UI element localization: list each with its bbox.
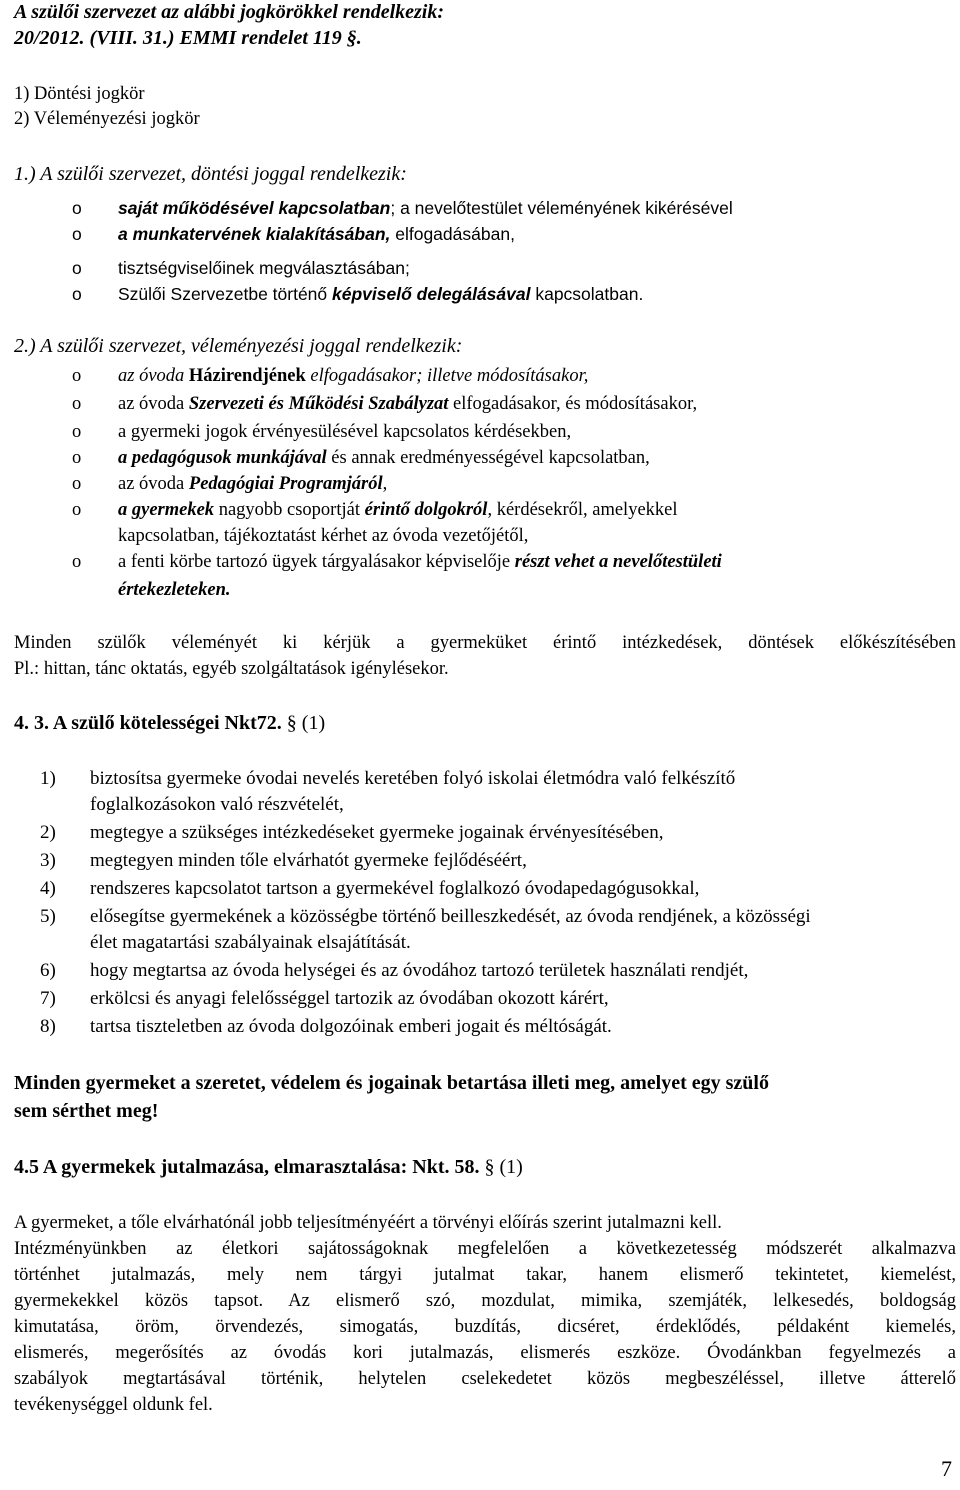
duty-number: 2) [40, 822, 56, 843]
reward-line-3: történhet jutalmazás, mely nem tárgyi jutalmat takar, hanem elismerő tekintetet, kiemelést, [14, 1265, 956, 1285]
reward-line-1: A gyermeket, a tőle elvárhatónál jobb teljesítményéért a törvényi előírás szerint jutalmazni kell. [14, 1213, 722, 1233]
duty-number: 4) [40, 878, 56, 899]
sec2-item-3: a gyermeki jogok érvényesülésével kapcsolatos kérdésekben, [118, 422, 572, 442]
duty-item-1: biztosítsa gyermeke óvodai nevelés keretében folyó iskolai életmódra való felkészítő [90, 768, 736, 789]
sec1-item-1: saját működésével kapcsolatban; a nevelőtestület véleményének kikérésével [118, 198, 733, 218]
duty-number: 3) [40, 850, 56, 871]
sec2-item-4: a pedagógusok munkájával és annak eredményességével kapcsolatban, [118, 448, 650, 468]
bullet: o [72, 224, 82, 244]
sec1-item-4: Szülői Szervezetbe történő képviselő delegálásával kapcsolatban. [118, 284, 644, 304]
reward-line-8: tevékenységgel oldunk fel. [14, 1395, 213, 1415]
duty-item-6: hogy megtartsa az óvoda helységei és az óvodához tartozó területek használati rendjét, [90, 960, 749, 981]
sec2-item-7: a fenti körbe tartozó ügyek tárgyalásakor képviselője részt vehet a nevelőtestületi [118, 552, 722, 572]
title-line-2: 20/2012. (VIII. 31.) EMMI rendelet 119 §. [14, 27, 362, 49]
list-item-opinion: 2) Véleményezési jogkör [14, 109, 200, 129]
duty-item-3: megtegyen minden tőle elvárhatót gyermeke fejlődéséért, [90, 850, 527, 871]
heading-parent-duties: 4. 3. A szülő kötelességei Nkt72. § (1) [14, 712, 326, 734]
sec1-item-3: tisztségviselőinek megválasztásában; [118, 258, 410, 278]
heading-rewards: 4.5 A gyermekek jutalmazása, elmarasztalása: Nkt. 58. § (1) [14, 1156, 523, 1178]
duty-item-1-cont: foglalkozásokon való részvételét, [90, 794, 344, 815]
sec2-item-6-cont: kapcsolatban, tájékoztatást kérhet az óvoda vezetőjétől, [118, 526, 529, 546]
reward-line-5: kimutatása, öröm, örvendezés, simogatás, buzdítás, dicséret, érdeklődés, példaként kiemelés, [14, 1317, 956, 1337]
para-opinion-line-2: Pl.: hittan, tánc oktatás, egyéb szolgáltatások igénylésekor. [14, 659, 449, 679]
bullet: o [72, 448, 82, 468]
bold-statement-line-2: sem sérthet meg! [14, 1100, 159, 1122]
duty-item-2: megtegye a szükséges intézkedéseket gyermeke jogainak érvényesítésében, [90, 822, 664, 843]
reward-line-6: elismerés, megerősítés az óvodás kori jutalmazás, elismerés eszköze. Óvodánkban fegyelmezés a [14, 1343, 956, 1363]
bullet: o [72, 552, 82, 572]
list-item-decision: 1) Döntési jogkör [14, 84, 145, 104]
bullet: o [72, 258, 82, 278]
duty-number: 7) [40, 988, 56, 1009]
bullet: o [72, 366, 82, 386]
bullet: o [72, 198, 82, 218]
duty-number: 5) [40, 906, 56, 927]
duty-number: 8) [40, 1016, 56, 1037]
duty-item-8: tartsa tiszteletben az óvoda dolgozóinak emberi jogait és méltóságát. [90, 1016, 612, 1037]
bullet: o [72, 422, 82, 442]
title-line-1: A szülői szervezet az alábbi jogkörökkel rendelkezik: [14, 1, 444, 23]
duty-number: 1) [40, 768, 56, 789]
duty-item-5: elősegítse gyermekének a közösségbe történő beilleszkedését, az óvoda rendjének, a közösségi [90, 906, 811, 927]
bullet: o [72, 394, 82, 414]
sec2-item-1: az óvoda Házirendjének elfogadásakor; illetve módosításakor, [118, 366, 589, 386]
reward-line-2: Intézményünkben az életkori sajátosságoknak megfelelően a következetesség módszerét alkalmazva [14, 1239, 956, 1259]
bullet: o [72, 474, 82, 494]
bold-statement-line-1: Minden gyermeket a szeretet, védelem és jogainak betartása illeti meg, amelyet egy szülő [14, 1072, 769, 1094]
sec1-item-2: a munkatervének kialakításában, elfogadásában, [118, 224, 515, 244]
section1-heading: 1.) A szülői szervezet, döntési joggal rendelkezik: [14, 163, 407, 185]
duty-number: 6) [40, 960, 56, 981]
page-number: 7 [941, 1456, 952, 1481]
section2-heading: 2.) A szülői szervezet, véleményezési joggal rendelkezik: [14, 335, 463, 357]
bullet: o [72, 500, 82, 520]
sec2-item-2: az óvoda Szervezeti és Működési Szabályzat elfogadásakor, és módosításakor, [118, 394, 698, 414]
sec2-item-7-cont: értekezleteken. [118, 580, 231, 600]
duty-item-7: erkölcsi és anyagi felelősséggel tartozik az óvodában okozott kárért, [90, 988, 609, 1009]
sec2-item-6: a gyermekek nagyobb csoportját érintő dolgokról, kérdésekről, amelyekkel [118, 500, 678, 520]
duty-item-5-cont: élet magatartási szabályainak elsajátítását. [90, 932, 411, 953]
para-opinion-line-1: Minden szülők véleményét ki kérjük a gyermeküket érintő intézkedések, döntések előkészítésében [14, 633, 956, 653]
duty-item-4: rendszeres kapcsolatot tartson a gyermekével foglalkozó óvodapedagógusokkal, [90, 878, 700, 899]
reward-line-7: szabályok megtartásával történik, helytelen cselekedetet közös megbeszéléssel, illetve átterelő [14, 1369, 956, 1389]
reward-line-4: gyermekekkel közös tapsot. Az elismerő szó, mozdulat, mimika, szemjáték, lelkesedés, boldogság [14, 1291, 956, 1311]
sec2-item-5: az óvoda Pedagógiai Programjáról, [118, 474, 388, 494]
bullet: o [72, 284, 82, 304]
